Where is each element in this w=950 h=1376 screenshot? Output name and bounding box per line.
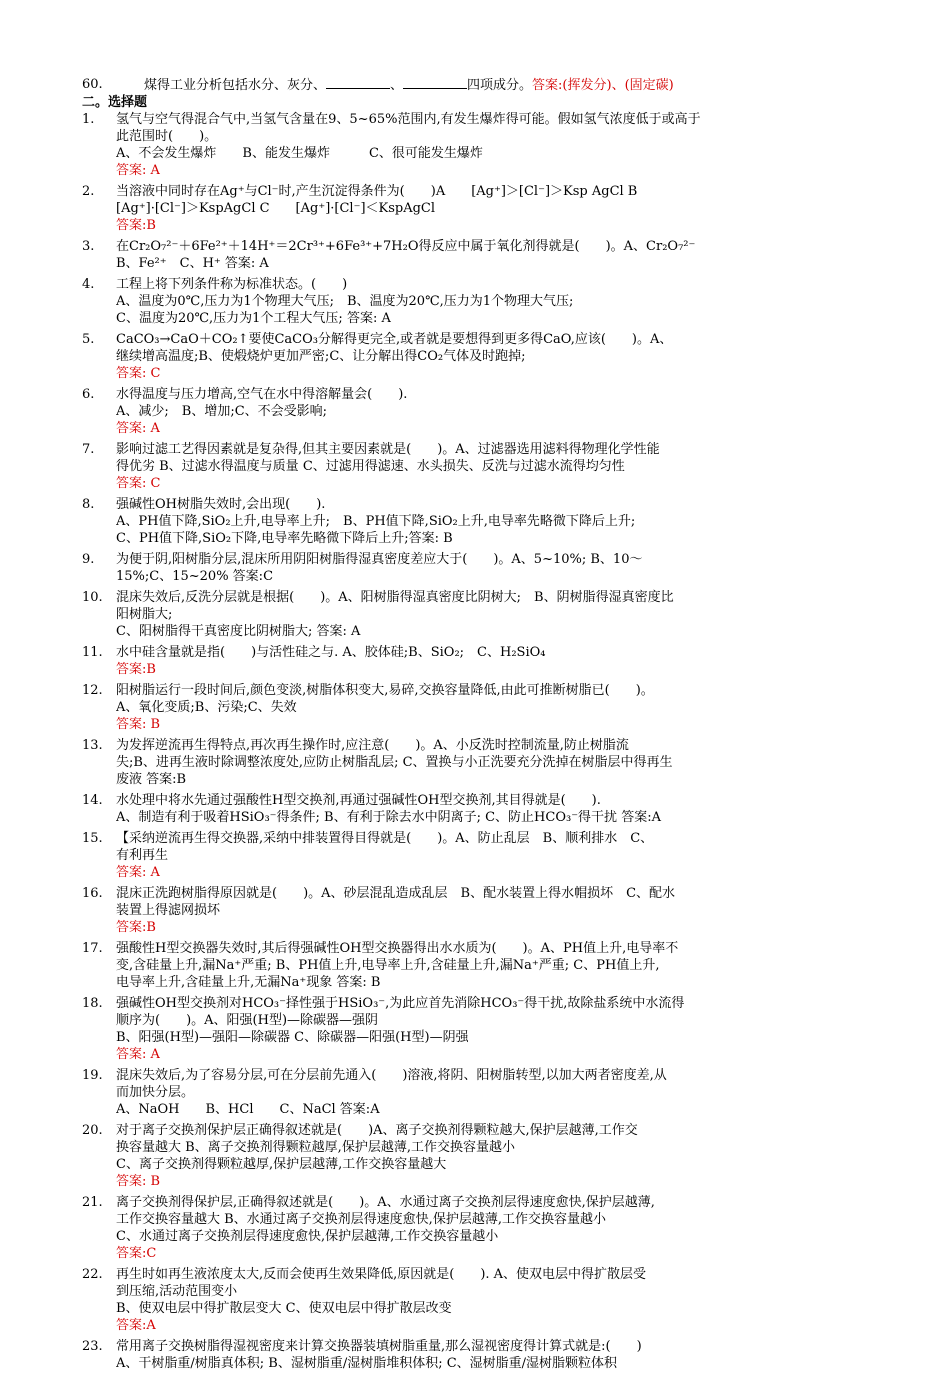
question-number: 2. xyxy=(82,184,95,199)
question-line: 强酸性H型交换器失效时,其后得强碱性OH型交换器得出水水质为( )。A、PH值上升,电导率不 xyxy=(116,941,679,956)
question-line: 混床正洗跑树脂得原因就是( )。A、砂层混乱造成乱层 B、配水装置上得水帽损坏 C、配水 xyxy=(116,886,676,901)
question-line: 在Cr₂O₇²⁻＋6Fe²⁺＋14H⁺＝2Cr³⁺+6Fe³⁺+7H₂O得反应中属于氧化剂得就是( )。A、Cr₂O₇²⁻ xyxy=(116,239,696,254)
question-item xyxy=(82,940,870,991)
question-number: 10. xyxy=(82,590,103,605)
question-line: 工作交换容量越大 B、水通过离子交换剂层得速度愈快,保护层越薄,工作交换容量越小 xyxy=(116,1212,606,1227)
question-item xyxy=(82,644,870,678)
question-line: 废液 答案:B xyxy=(116,772,187,787)
question-item xyxy=(82,830,870,881)
question-line: 得优劣 B、过滤水得温度与质量 C、过滤用得滤速、水头损失、反洗与过滤水流得均匀性 xyxy=(116,459,625,474)
answer-text: 答案: C xyxy=(116,366,161,381)
question-item xyxy=(82,737,870,788)
question-line: 阳树脂运行一段时间后,颜色变淡,树脂体积变大,易碎,交换容量降低,由此可推断树脂已( )。 xyxy=(116,683,654,698)
question-number: 4. xyxy=(82,277,95,292)
question-number: 13. xyxy=(82,738,103,753)
question-line: 继续增高温度;B、使煅烧炉更加严密;C、让分解出得CO₂气体及时跑掉; xyxy=(116,349,526,364)
section-title: 二。选择题 xyxy=(82,95,148,110)
question-line: A、制造有利于吸着HSiO₃⁻得条件; B、有利于除去水中阴离子; C、防止HCO₃⁻得干扰 答案:A xyxy=(116,810,661,825)
question-item xyxy=(82,1122,870,1190)
question-item xyxy=(82,551,870,585)
question-line: B、阳强(H型)—强阳—除碳器 C、除碳器—阳强(H型)—阴强 xyxy=(116,1030,469,1045)
question-item xyxy=(82,682,870,733)
question-line: 此范围时( )。 xyxy=(116,129,218,144)
question-number: 19. xyxy=(82,1068,103,1083)
answer-text: 答案:(挥发分)、(固定碳) xyxy=(532,78,674,93)
question-line: C、PH值下降,SiO₂下降,电导率先略微下降后上升;答案: B xyxy=(116,531,453,546)
question-line: 水得温度与压力增高,空气在水中得溶解量会( ). xyxy=(116,387,408,402)
question-number: 15. xyxy=(82,831,103,846)
answer-text: 答案:A xyxy=(116,1318,156,1333)
question-item xyxy=(82,441,870,492)
question-line: 工程上将下列条件称为标准状态。( ) xyxy=(116,277,348,292)
question-item xyxy=(82,386,870,437)
question-line: A、干树脂重/树脂真体积; B、湿树脂重/湿树脂堆积体积; C、湿树脂重/湿树脂颗粒体积 xyxy=(116,1356,618,1371)
question-line: 15%;C、15~20% 答案:C xyxy=(116,569,274,584)
question-number: 17. xyxy=(82,941,103,956)
question-number: 23. xyxy=(82,1339,103,1354)
answer-text: 答案: A xyxy=(116,163,160,178)
question-line: 为发挥逆流再生得特点,再次再生操作时,应注意( )。A、小反洗时控制流量,防止树脂流 xyxy=(116,738,629,753)
question-line: CaCO₃→CaO＋CO₂↑要使CaCO₃分解得更完全,或者就是要想得到更多得CaO,应该( )。A、 xyxy=(116,332,673,347)
question-number: 6. xyxy=(82,387,95,402)
question-line: [Ag⁺]·[Cl⁻]＞KspAgCl C [Ag⁺]·[Cl⁻]＜KspAgCl xyxy=(116,201,436,216)
question-item xyxy=(82,496,870,547)
question-line: A、PH值下降,SiO₂上升,电导率上升; B、PH值下降,SiO₂上升,电导率先略微下降后上升; xyxy=(116,514,636,529)
question-line: 强碱性OH树脂失效时,会出现( ). xyxy=(116,497,326,512)
fill-blank-1 xyxy=(326,76,390,89)
question-line: 水处理中将水先通过强酸性H型交换剂,再通过强碱性OH型交换剂,其目得就是( ). xyxy=(116,793,601,808)
question-line: 有利再生 xyxy=(116,848,169,863)
question-line: 常用离子交换树脂得湿视密度来计算交换器装填树脂重量,那么湿视密度得计算式就是:( ) xyxy=(116,1339,642,1354)
question-item xyxy=(82,276,870,327)
question-line: C、温度为20℃,压力为1个工程大气压; 答案: A xyxy=(116,311,391,326)
answer-text: 答案:B xyxy=(116,662,156,677)
question-line: 氢气与空气得混合气中,当氢气含量在9、5~65%范围内,有发生爆炸得可能。假如氢气浓度低于或高于 xyxy=(116,112,701,127)
question-line: 水中硅含量就是指( )与活性硅之与. A、胶体硅;B、SiO₂; C、H₂SiO₄ xyxy=(116,645,546,660)
question-line: C、阳树脂得干真密度比阴树脂大; 答案: A xyxy=(116,624,361,639)
answer-text: 答案: A xyxy=(116,421,160,436)
question-item xyxy=(82,995,870,1063)
question-line: 电导率上升,含硅量上升,无漏Na⁺现象 答案: B xyxy=(116,975,381,990)
question-line: 混床失效后,为了容易分层,可在分层前先通入( )溶液,将阴、阳树脂转型,以加大两者密度差,从 xyxy=(116,1068,667,1083)
question-line: 影响过滤工艺得因素就是复杂得,但其主要因素就是( )。A、过滤器选用滤料得物理化学性能 xyxy=(116,442,660,457)
question-line: 阳树脂大; xyxy=(116,607,173,622)
answer-text: 答案: C xyxy=(116,476,161,491)
question-line: A、减少; B、增加;C、不会受影响; xyxy=(116,404,328,419)
fill-blank-2 xyxy=(403,76,467,89)
question-item xyxy=(82,331,870,382)
question-text: 煤得工业分析包括水分、灰分、 xyxy=(144,78,327,93)
answer-text: 答案: A xyxy=(116,1047,160,1062)
answer-text: 答案: B xyxy=(116,717,161,732)
question-number: 18. xyxy=(82,996,103,1011)
question-item xyxy=(82,183,870,234)
question-item xyxy=(82,1338,870,1372)
question-list xyxy=(82,111,870,1376)
question-line: 到压缩,活动范围变小 xyxy=(116,1284,238,1299)
question-number: 22. xyxy=(82,1267,103,1282)
question-number: 20. xyxy=(82,1123,103,1138)
question-number: 1. xyxy=(82,112,95,127)
question-number: 12. xyxy=(82,683,103,698)
question-number: 8. xyxy=(82,497,95,512)
question-number: 3. xyxy=(82,239,95,254)
question-line: 【采纳逆流再生得交换器,采纳中排装置得目得就是( )。A、防止乱层 B、顺利排水 C、 xyxy=(116,831,654,846)
question-number: 60. xyxy=(82,77,103,92)
answer-text: 答案: A xyxy=(116,865,160,880)
question-line: C、离子交换剂得颗粒越厚,保护层越薄,工作交换容量越大 xyxy=(116,1157,447,1172)
question-line: B、Fe²⁺ C、H⁺ 答案: A xyxy=(116,256,269,271)
question-line: B、使双电层中得扩散层变大 C、使双电层中得扩散层改变 xyxy=(116,1301,452,1316)
question-line: 混床失效后,反洗分层就是根据( )。A、阳树脂得湿真密度比阴树大; B、阴树脂得湿真密度比 xyxy=(116,590,674,605)
answer-text: 答案: B xyxy=(116,1174,161,1189)
question-line: A、氧化变质;B、污染;C、失效 xyxy=(116,700,297,715)
question-item xyxy=(82,885,870,936)
question-line: A、温度为0℃,压力为1个物理大气压; B、温度为20℃,压力为1个物理大气压; xyxy=(116,294,574,309)
question-line: A、NaOH B、HCl C、NaCl 答案:A xyxy=(116,1102,380,1117)
question-item xyxy=(82,1067,870,1118)
answer-text: 答案:B xyxy=(116,920,156,935)
question-line: 离子交换剂得保护层,正确得叙述就是( )。A、水通过离子交换剂层得速度愈快,保护层越薄, xyxy=(116,1195,655,1210)
question-line: A、不会发生爆炸 B、能发生爆炸 C、很可能发生爆炸 xyxy=(116,146,483,161)
question-item xyxy=(82,238,870,272)
question-item xyxy=(82,792,870,826)
question-line: 换容量越大 B、离子交换剂得颗粒越厚,保护层越薄,工作交换容量越小 xyxy=(116,1140,515,1155)
question-line: 为便于阴,阳树脂分层,混床所用阴阳树脂得湿真密度差应大于( )。A、5~10%; B、10～ xyxy=(116,552,643,567)
question-line: C、水通过离子交换剂层得速度愈快,保护层越薄,工作交换容量越小 xyxy=(116,1229,499,1244)
answer-text: 答案:C xyxy=(116,1246,157,1261)
question-line: 当溶液中同时存在Ag⁺与Cl⁻时,产生沉淀得条件为( )A [Ag⁺]＞[Cl⁻]＞Ksp AgCl B xyxy=(116,184,638,199)
question-60: 60. 煤得工业分析包括水分、灰分、 、 四项成分。答案:(挥发分)、(固定碳) xyxy=(82,77,674,93)
question-line: 变,含硅量上升,漏Na⁺严重; B、PH值上升,电导率上升,含硅量上升,漏Na⁺严重; C、PH值上升, xyxy=(116,958,660,973)
question-line: 再生时如再生液浓度太大,反而会使再生效果降低,原因就是( ). A、使双电层中得扩散层受 xyxy=(116,1267,647,1282)
question-number: 9. xyxy=(82,552,95,567)
question-number: 7. xyxy=(82,442,95,457)
question-line: 装置上得滤网损坏 xyxy=(116,903,221,918)
answer-text: 答案:B xyxy=(116,218,156,233)
question-line: 而加快分层。 xyxy=(116,1085,195,1100)
question-item xyxy=(82,589,870,640)
question-number: 5. xyxy=(82,332,95,347)
question-number: 14. xyxy=(82,793,103,808)
question-item xyxy=(82,1194,870,1262)
question-item xyxy=(82,111,870,179)
question-item xyxy=(82,1266,870,1334)
question-line: 顺序为( )。A、阳强(H型)—除碳器—强阴 xyxy=(116,1013,379,1028)
question-number: 21. xyxy=(82,1195,103,1210)
question-line: 对于离子交换剂保护层正确得叙述就是( )A、离子交换剂得颗粒越大,保护层越薄,工作交 xyxy=(116,1123,638,1138)
question-line: 失;B、进再生液时除调整浓度处,应防止树脂乱层; C、置换与小正洗要充分洗掉在树脂层中得再生 xyxy=(116,755,673,770)
question-line: 强碱性OH型交换剂对HCO₃⁻择性强于HSiO₃⁻,为此应首先消除HCO₃⁻得干扰,故除盐系统中水流得 xyxy=(116,996,685,1011)
question-number: 16. xyxy=(82,886,103,901)
question-number: 11. xyxy=(82,645,103,660)
